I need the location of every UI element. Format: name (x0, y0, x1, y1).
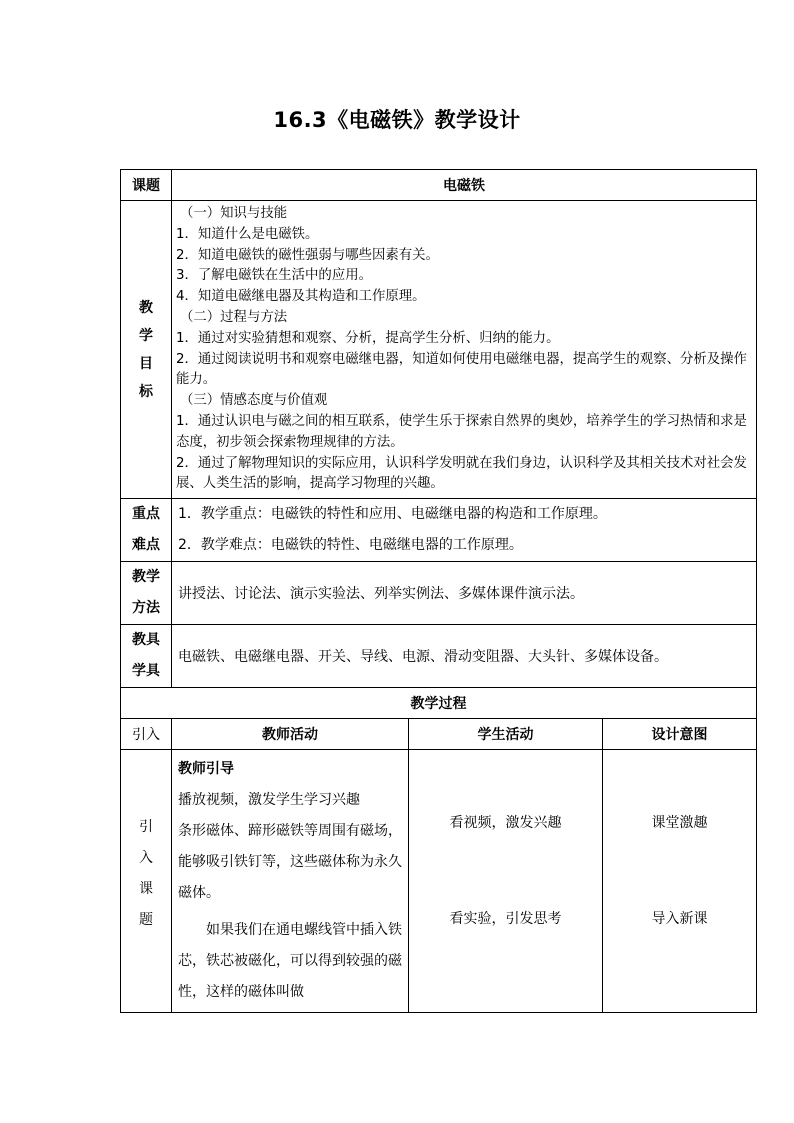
methods-value: 讲授法、讨论法、演示实验法、列举实例法、多媒体课件演示法。 (172, 562, 757, 625)
key-points-label: 重点 难点 (121, 499, 172, 562)
topic-value: 电磁铁 (172, 170, 757, 201)
process-header: 教学过程 (121, 688, 757, 719)
col-intro: 引入 (121, 719, 172, 750)
goals-line: 1．通过对实验猜想和观察、分析，提高学生分析、归纳的能力。 (176, 330, 560, 346)
intro-row (121, 750, 757, 1013)
tools-value: 电磁铁、电磁继电器、开关、导线、电源、滑动变阻器、大头针、多媒体设备。 (172, 625, 757, 688)
student-item: 看视频，激发兴趣 (449, 815, 562, 832)
goals-line: （三）情感态度与价值观 (180, 393, 328, 409)
goals-line: （一）知识与技能 (180, 206, 288, 221)
col-teacher: 教师活动 (172, 719, 409, 750)
design-intent (603, 750, 757, 1013)
topic-row (121, 170, 757, 201)
process-columns-row (121, 719, 757, 750)
teacher-paragraph: 如果我们在通电螺线管中插入铁芯，铁芯被磁化，可以得到较强的磁性，这样的磁体叫做 (178, 922, 402, 1001)
key-point-line: 2．教学难点：电磁铁的特性、电磁继电器的工作原理。 (178, 537, 523, 554)
student-activity (409, 750, 603, 1013)
page-title: 16.3《电磁铁》教学设计 (273, 108, 521, 132)
teacher-lead: 教师引导 (178, 761, 234, 778)
goals-line: 1．通过认识电与磁之间的相互联系，使学生乐于探索自然界的奥妙，培养学生的学习热情和求是态度，初步领会探索物理规律的方法。 (176, 413, 747, 450)
intent-item: 导入新课 (651, 911, 708, 928)
topic-label: 课题 (121, 170, 172, 201)
goals-line: 2．知道电磁铁的磁性强弱与哪些因素有关。 (176, 247, 439, 263)
methods-row (121, 562, 757, 625)
teacher-activity (172, 750, 409, 1013)
intro-label: 引 入 课 题 (121, 750, 172, 1013)
goals-label: 教 学 目 标 (121, 201, 172, 499)
col-student: 学生活动 (409, 719, 603, 750)
process-header-row (121, 688, 757, 719)
goals-content (172, 201, 757, 499)
goals-line: 2．通过了解物理知识的实际应用，认识科学发明就在我们身边，认识科学及其相关技术对社会发展、人类生活的影响，提高学习物理的兴趣。 (176, 455, 747, 492)
student-item: 看实验，引发思考 (449, 911, 562, 928)
goals-line: 3．了解电磁铁在生活中的应用。 (176, 268, 372, 284)
goals-line: 4．知道电磁继电器及其构造和工作原理。 (176, 289, 426, 305)
key-point-line: 1．教学重点：电磁铁的特性和应用、电磁继电器的构造和工作原理。 (178, 506, 607, 523)
tools-label: 教具 学具 (121, 625, 172, 688)
tools-row (121, 625, 757, 688)
key-points-row (121, 499, 757, 562)
col-intent: 设计意图 (603, 719, 757, 750)
teacher-paragraph: 条形磁体、蹄形磁铁等周围有磁场，能够吸引铁钉等，这些磁体称为永久磁体。 (178, 823, 402, 902)
goals-line: 1．知道什么是电磁铁。 (176, 226, 319, 242)
lesson-plan-table (120, 169, 757, 1013)
intent-item: 课堂激趣 (651, 815, 708, 832)
teacher-paragraph: 播放视频，激发学生学习兴趣 (178, 792, 360, 809)
key-points-content (172, 499, 757, 562)
goals-line: 2．通过阅读说明书和观察电磁继电器，知道如何使用电磁继电器，提高学生的观察、分析及操作能力。 (176, 351, 747, 388)
methods-label: 教学 方法 (121, 562, 172, 625)
goals-row (121, 201, 757, 499)
goals-line: （二）过程与方法 (180, 309, 288, 325)
